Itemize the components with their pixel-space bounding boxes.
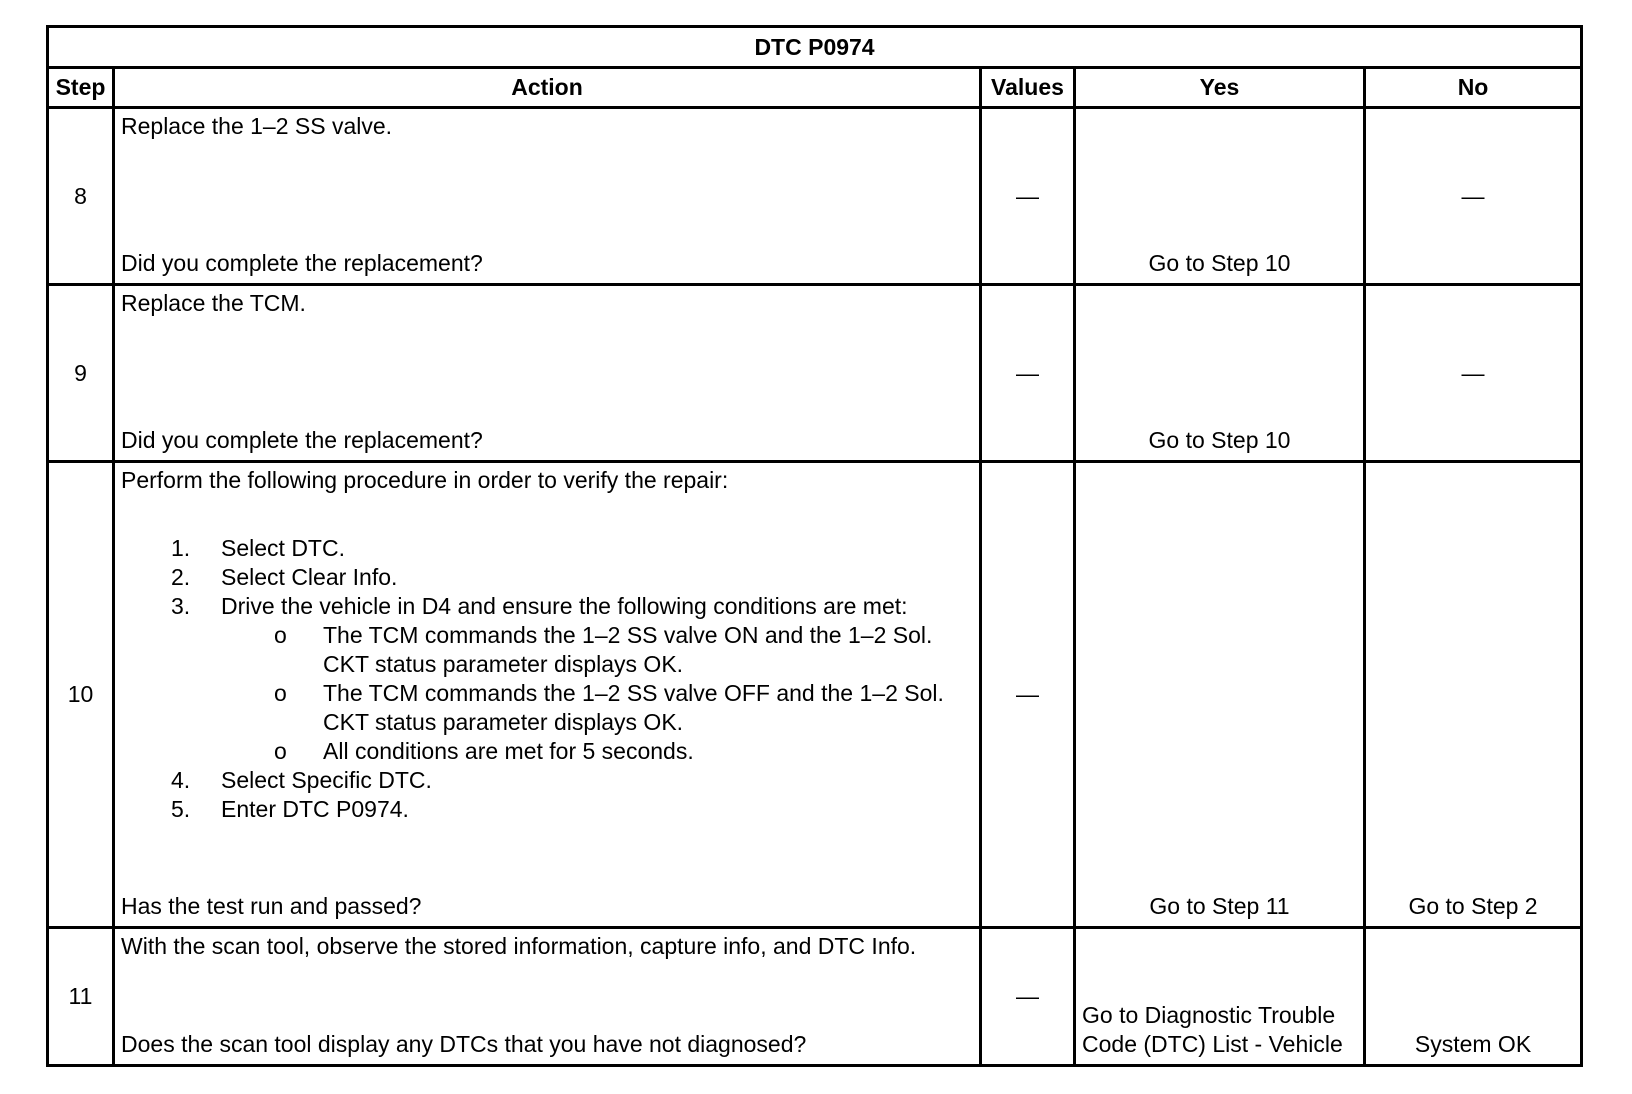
action-cell bbox=[114, 108, 981, 285]
condition-item: o All conditions are met for 5 seconds. bbox=[274, 738, 694, 764]
procedure-step: 2. Select Clear Info. bbox=[171, 564, 398, 590]
values-cell: — bbox=[981, 928, 1075, 1066]
procedure-step: 4. Select Specific DTC. bbox=[171, 767, 432, 793]
values-cell: — bbox=[981, 108, 1075, 285]
step-number: 10 bbox=[48, 462, 114, 928]
yes-cell bbox=[1075, 462, 1365, 928]
values-cell: — bbox=[981, 462, 1075, 928]
action-text: Perform the following procedure in order to verify the repair: bbox=[121, 467, 729, 493]
header-step: Step bbox=[48, 68, 114, 108]
action-cell bbox=[114, 462, 981, 928]
condition-item: o The TCM commands the 1–2 SS valve OFF and the 1–2 Sol. CKT status parameter displays OK. bbox=[274, 680, 944, 735]
yes-result: Go to Step 10 bbox=[1148, 427, 1291, 453]
table-row bbox=[48, 108, 1582, 285]
yes-result: Go to Diagnostic Trouble Code (DTC) List - Vehicle bbox=[1082, 1002, 1343, 1057]
no-cell bbox=[1365, 462, 1582, 928]
step-number: 11 bbox=[48, 928, 114, 1066]
procedure-step: 5. Enter DTC P0974. bbox=[171, 796, 409, 822]
header-no: No bbox=[1365, 68, 1582, 108]
yes-cell bbox=[1075, 928, 1365, 1066]
action-question: Does the scan tool display any DTCs that you have not diagnosed? bbox=[121, 1031, 807, 1057]
action-text: With the scan tool, observe the stored information, capture info, and DTC Info. bbox=[121, 933, 917, 959]
table-row bbox=[48, 285, 1582, 462]
procedure-step: 3. Drive the vehicle in D4 and ensure the following conditions are met: o The TCM commands the 1–2 SS valve ON and the 1–2 Sol. CKT status parameter displays OK. o The TCM commands the 1–2 SS valve OFF and the 1–2 Sol. CKT status parameter displays OK. o All conditions are met for 5 seconds. bbox=[121, 592, 973, 766]
no-cell bbox=[1365, 928, 1582, 1066]
condition-item: o The TCM commands the 1–2 SS valve ON and the 1–2 Sol. CKT status parameter displays OK. bbox=[274, 622, 933, 677]
procedure-list bbox=[121, 534, 973, 824]
action-question: Did you complete the replacement? bbox=[121, 250, 483, 276]
yes-result: Go to Step 11 bbox=[1149, 893, 1290, 919]
yes-cell bbox=[1075, 108, 1365, 285]
header-action: Action bbox=[114, 68, 981, 108]
diagnostic-table bbox=[46, 25, 1583, 1067]
condition-list bbox=[221, 621, 973, 766]
action-question: Did you complete the replacement? bbox=[121, 427, 483, 453]
procedure-step: 1. Select DTC. bbox=[171, 535, 345, 561]
action-text: Replace the 1–2 SS valve. bbox=[121, 113, 393, 139]
no-result: System OK bbox=[1414, 1031, 1532, 1057]
table-row bbox=[48, 928, 1582, 1066]
action-text: Replace the TCM. bbox=[121, 290, 306, 316]
no-cell: — bbox=[1365, 108, 1582, 285]
no-cell: — bbox=[1365, 285, 1582, 462]
action-question: Has the test run and passed? bbox=[121, 893, 422, 919]
values-cell: — bbox=[981, 285, 1075, 462]
table-row bbox=[48, 462, 1582, 928]
no-result: Go to Step 2 bbox=[1408, 893, 1538, 919]
yes-result: Go to Step 10 bbox=[1148, 250, 1291, 276]
table-title: DTC P0974 bbox=[48, 27, 1582, 68]
action-cell bbox=[114, 285, 981, 462]
step-number: 9 bbox=[48, 285, 114, 462]
header-values: Values bbox=[981, 68, 1075, 108]
yes-cell bbox=[1075, 285, 1365, 462]
action-cell bbox=[114, 928, 981, 1066]
header-yes: Yes bbox=[1075, 68, 1365, 108]
step-number: 8 bbox=[48, 108, 114, 285]
